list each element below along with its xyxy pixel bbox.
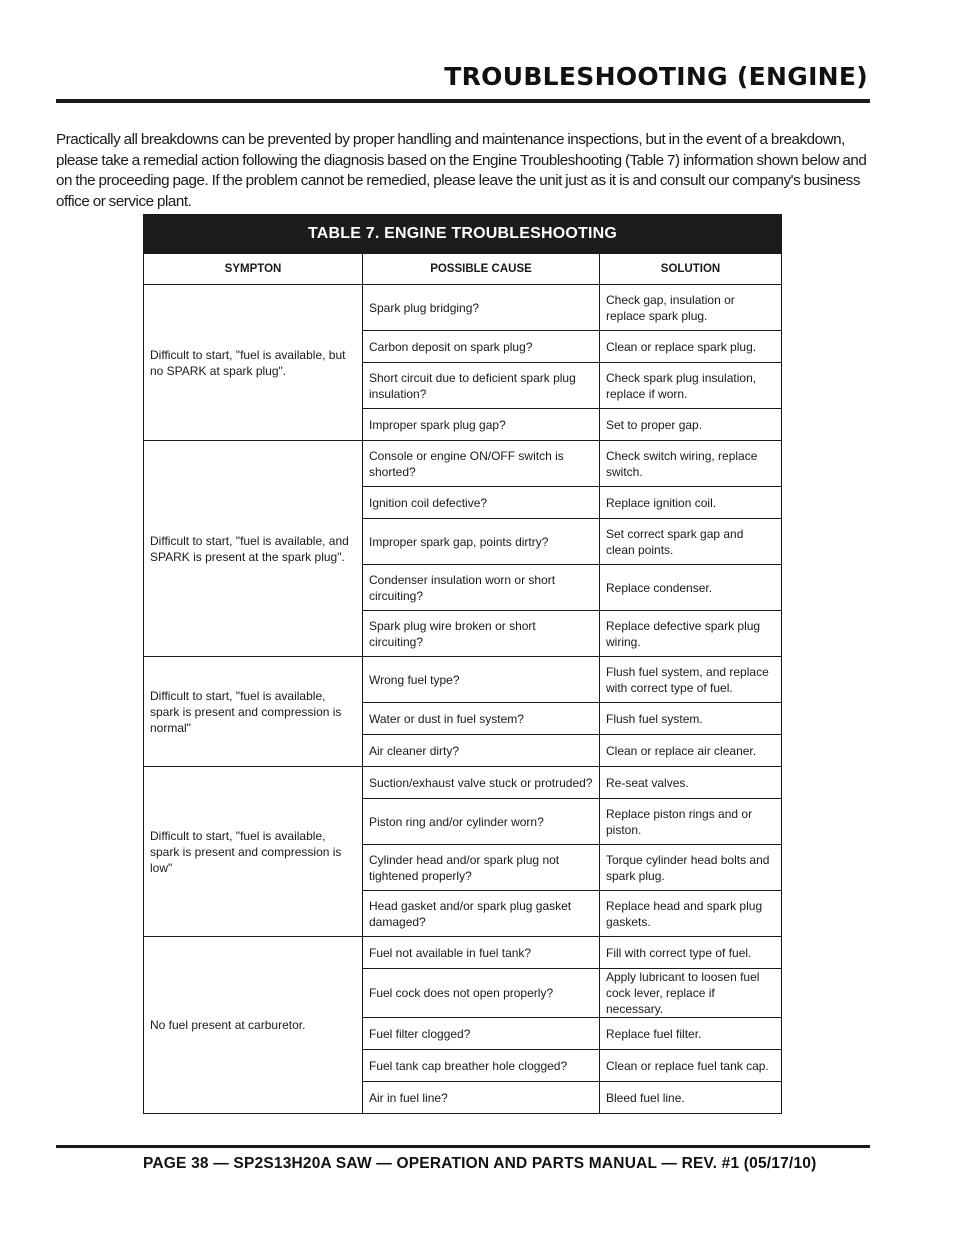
solution-cell: Replace fuel filter.	[600, 1018, 782, 1050]
solution-cell: Fill with correct type of fuel.	[600, 937, 782, 969]
solution-cell: Clean or replace fuel tank cap.	[600, 1050, 782, 1082]
page-footer: PAGE 38 — SP2S13H20A SAW — OPERATION AND PARTS MANUAL — REV. #1 (05/17/10)	[143, 1155, 817, 1172]
cause-cell: Condenser insulation worn or short circuiting?	[363, 565, 600, 611]
cause-cell: Piston ring and/or cylinder worn?	[363, 799, 600, 845]
cause-cell: Ignition coil defective?	[363, 487, 600, 519]
cause-cell: Wrong fuel type?	[363, 657, 600, 703]
intro-paragraph: Practically all breakdowns can be prevented by proper handling and maintenance inspections, but in the event of a breakdown, please take a remedial action following the diagnosis based on the Engine Troubleshooting (Table 7) information shown below and on the proceeding page. If the problem cannot be remedied, please leave the unit just as it is and consult our company's business office or service plant.	[56, 131, 867, 210]
symptom-cell: Difficult to start, "fuel is available, and SPARK is present at the spark plug".	[144, 441, 363, 657]
solution-cell: Flush fuel system.	[600, 703, 782, 735]
cause-cell: Spark plug bridging?	[363, 285, 600, 331]
cause-cell: Spark plug wire broken or short circuiting?	[363, 611, 600, 657]
column-header-symptom: SYMPTON	[144, 254, 363, 285]
solution-cell: Set correct spark gap and clean points.	[600, 519, 782, 565]
solution-cell: Replace defective spark plug wiring.	[600, 611, 782, 657]
symptom-cell: Difficult to start, "fuel is available, spark is present and compression is normal"	[144, 657, 363, 767]
cause-cell: Fuel tank cap breather hole clogged?	[363, 1050, 600, 1082]
cause-cell: Fuel filter clogged?	[363, 1018, 600, 1050]
solution-cell: Check switch wiring, replace switch.	[600, 441, 782, 487]
cause-cell: Air in fuel line?	[363, 1082, 600, 1114]
troubleshooting-table-container	[143, 214, 781, 1114]
solution-cell: Apply lubricant to loosen fuel cock lever, replace if necessary.	[600, 969, 782, 1018]
column-header-solution: SOLUTION	[600, 254, 782, 285]
table-row	[144, 441, 782, 487]
solution-cell: Check gap, insulation or replace spark plug.	[600, 285, 782, 331]
table-title: TABLE 7. ENGINE TROUBLESHOOTING	[144, 215, 782, 254]
solution-cell: Replace ignition coil.	[600, 487, 782, 519]
cause-cell: Console or engine ON/OFF switch is shorted?	[363, 441, 600, 487]
cause-cell: Fuel not available in fuel tank?	[363, 937, 600, 969]
cause-cell: Head gasket and/or spark plug gasket damaged?	[363, 891, 600, 937]
title-divider	[56, 99, 870, 103]
solution-cell: Replace piston rings and or piston.	[600, 799, 782, 845]
cause-cell: Suction/exhaust valve stuck or protruded?	[363, 767, 600, 799]
footer-divider	[56, 1145, 870, 1148]
solution-cell: Torque cylinder head bolts and spark plug.	[600, 845, 782, 891]
solution-cell: Re-seat valves.	[600, 767, 782, 799]
cause-cell: Short circuit due to deficient spark plug insulation?	[363, 363, 600, 409]
cause-cell: Air cleaner dirty?	[363, 735, 600, 767]
engine-troubleshooting-table	[143, 214, 782, 1114]
cause-cell: Cylinder head and/or spark plug not tightened properly?	[363, 845, 600, 891]
symptom-cell: Difficult to start, "fuel is available, but no SPARK at spark plug".	[144, 285, 363, 441]
symptom-cell: No fuel present at carburetor.	[144, 937, 363, 1114]
table-row	[144, 657, 782, 703]
table-row	[144, 937, 782, 969]
table-row	[144, 767, 782, 799]
cause-cell: Improper spark plug gap?	[363, 409, 600, 441]
table-row	[144, 285, 782, 331]
solution-cell: Set to proper gap.	[600, 409, 782, 441]
cause-cell: Carbon deposit on spark plug?	[363, 331, 600, 363]
solution-cell: Replace condenser.	[600, 565, 782, 611]
column-header-possible-cause: POSSIBLE CAUSE	[363, 254, 600, 285]
solution-cell: Replace head and spark plug gaskets.	[600, 891, 782, 937]
solution-cell: Bleed fuel line.	[600, 1082, 782, 1114]
solution-cell: Flush fuel system, and replace with correct type of fuel.	[600, 657, 782, 703]
solution-cell: Clean or replace air cleaner.	[600, 735, 782, 767]
symptom-cell: Difficult to start, "fuel is available, spark is present and compression is low"	[144, 767, 363, 937]
solution-cell: Clean or replace spark plug.	[600, 331, 782, 363]
cause-cell: Water or dust in fuel system?	[363, 703, 600, 735]
cause-cell: Improper spark gap, points dirtry?	[363, 519, 600, 565]
cause-cell: Fuel cock does not open properly?	[363, 969, 600, 1018]
solution-cell: Check spark plug insulation, replace if worn.	[600, 363, 782, 409]
page-title: TROUBLESHOOTING (ENGINE)	[444, 62, 868, 91]
